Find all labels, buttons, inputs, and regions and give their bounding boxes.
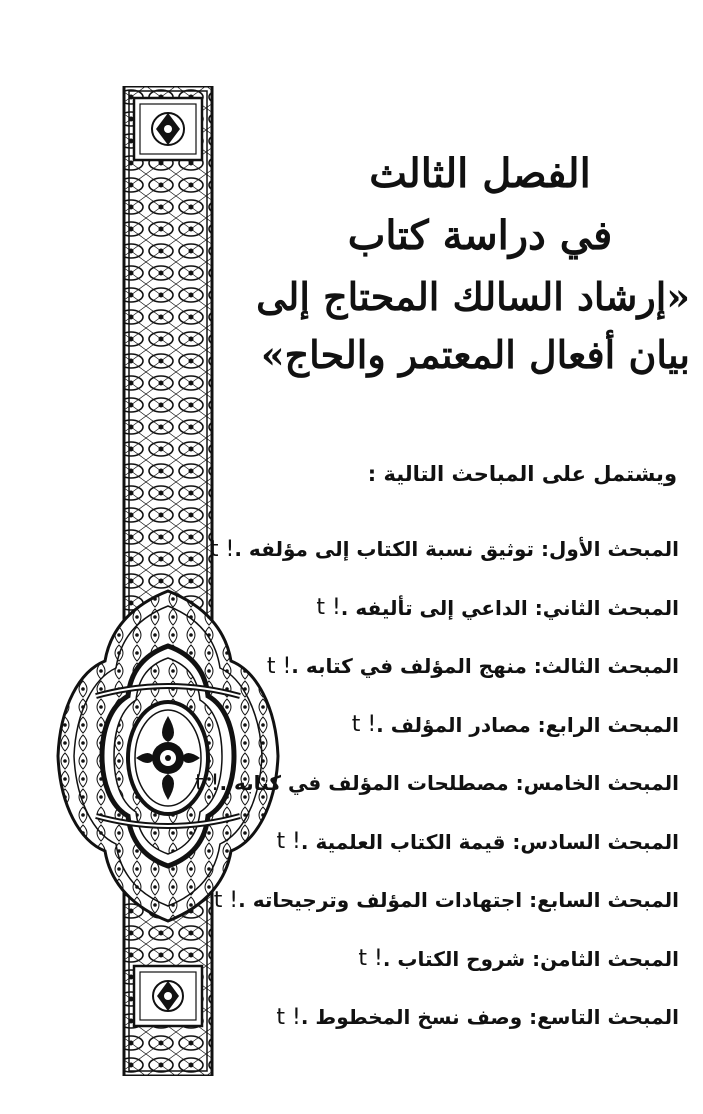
list-item (213, 871, 679, 930)
list-item (259, 930, 679, 989)
title-line: في دراسة كتاب (347, 212, 613, 259)
list-item (259, 813, 679, 872)
title-line: «إرشاد السالك المحتاج إلى (256, 274, 690, 319)
topic-text: المبحث السابع: اجتهادات المؤلف وترجيحاته . (238, 888, 679, 913)
intro-text: ويشتمل على المباحث التالية : (367, 462, 677, 486)
list-item (259, 988, 679, 1047)
topic-text: المبحث التاسع: وصف نسخ المخطوط . (300, 1005, 679, 1030)
topic-list (195, 520, 679, 1047)
bullet-glyph: t ! (358, 946, 383, 972)
list-item (195, 754, 679, 813)
bullet-glyph: t ! (213, 887, 239, 913)
topic-text: المبحث الرابع: مصادر المؤلف . (376, 712, 679, 737)
title-line: الفصل الثالث (369, 150, 591, 197)
topic-text: المبحث الثالث: منهج المؤلف في كتابه . (291, 654, 679, 679)
topic-text: المبحث الخامس: مصطلحات المؤلف في كتابه . (219, 771, 679, 796)
topic-text: المبحث الثاني: الداعي إلى تأليفه . (340, 595, 679, 620)
list-item (259, 637, 679, 696)
chapter-title (256, 150, 690, 377)
bullet-glyph: t ! (209, 536, 235, 562)
bullet-glyph: t ! (195, 770, 220, 796)
arabesque-ornament-icon (56, 86, 280, 1076)
bullet-glyph: t ! (276, 1004, 301, 1030)
list-item (259, 696, 679, 755)
topic-text: المبحث الأول: توثيق نسبة الكتاب إلى مؤلفه . (234, 537, 679, 562)
bullet-glyph: t ! (266, 653, 292, 679)
topic-text: المبحث السادس: قيمة الكتاب العلمية . (300, 829, 679, 854)
bullet-glyph: t ! (276, 829, 301, 855)
list-item (259, 579, 679, 638)
title-line: بيان أفعال المعتمر والحاج» (260, 331, 690, 377)
list-item (209, 520, 679, 579)
bullet-glyph: t ! (316, 595, 341, 621)
bullet-glyph: t ! (351, 712, 377, 738)
topic-text: المبحث الثامن: شروح الكتاب . (382, 946, 679, 971)
